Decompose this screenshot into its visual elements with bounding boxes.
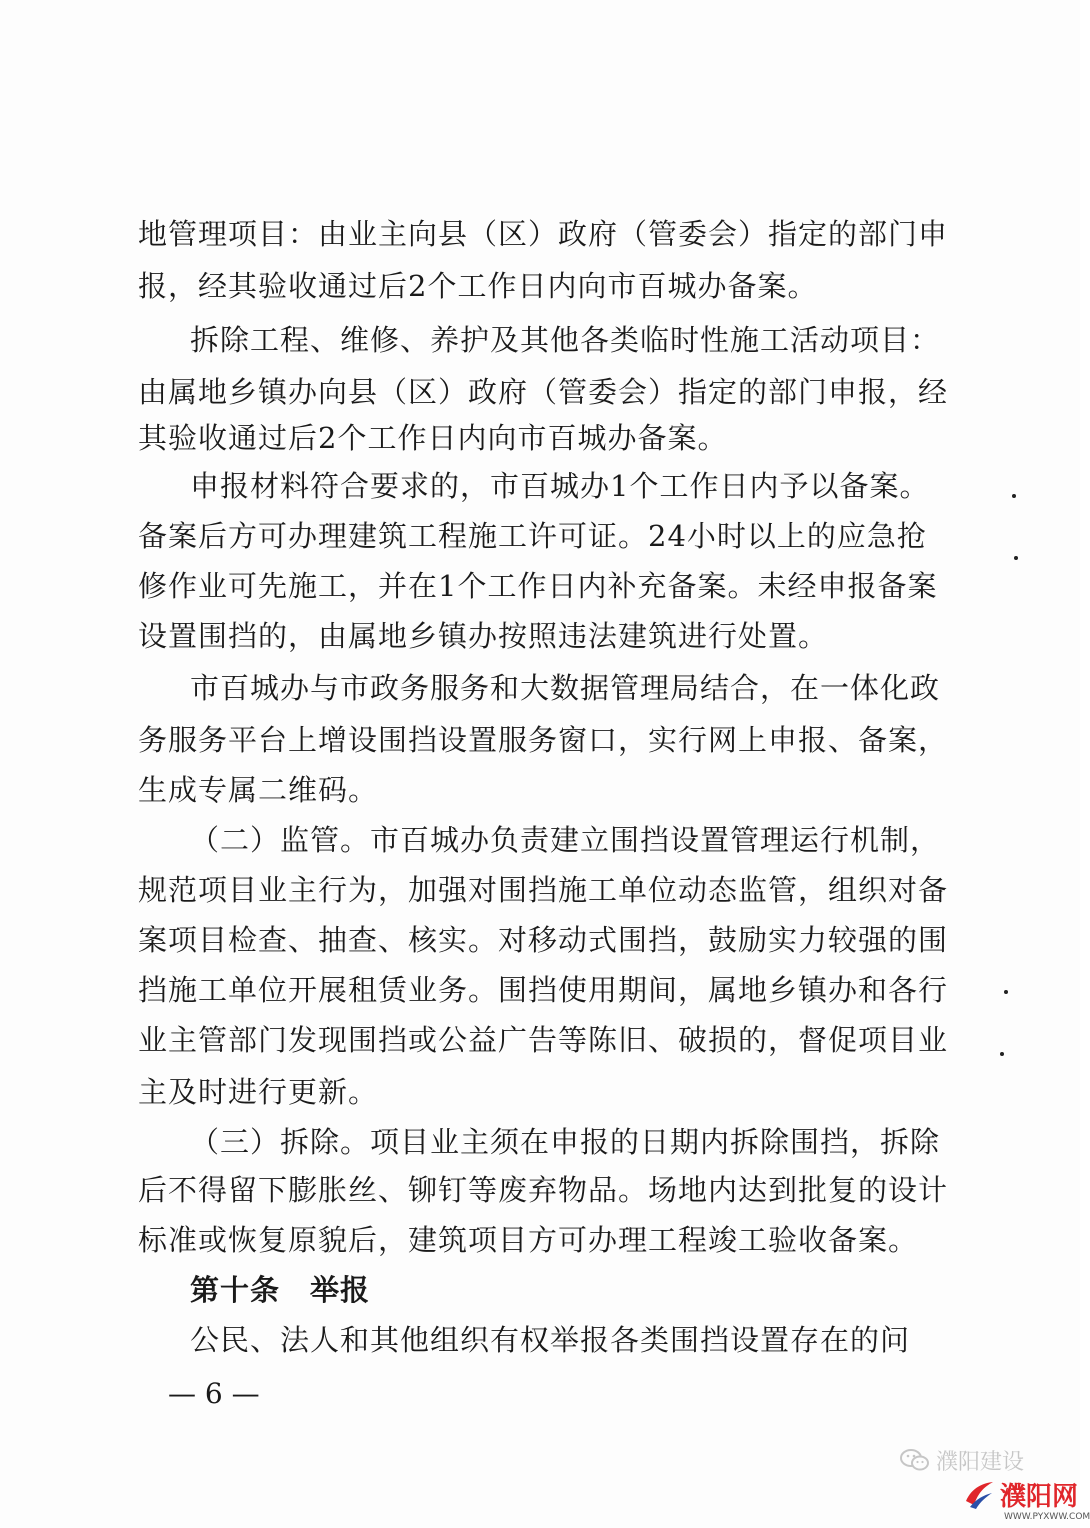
text-line: 市百城办与市政务服务和大数据管理局结合，在一体化政: [190, 671, 941, 705]
text-line: 地管理项目：由业主向县（区）政府（管委会）指定的部门申: [138, 217, 949, 251]
text-line: 挡施工单位开展租赁业务。围挡使用期间，属地乡镇办和各行: [138, 973, 949, 1007]
text-line: 后不得留下膨胀丝、铆钉等废弃物品。场地内达到批复的设计: [138, 1173, 949, 1207]
text-line: 业主管部门发现围挡或公益广告等陈旧、破损的，督促项目业: [138, 1023, 949, 1057]
margin-mark: [1012, 494, 1016, 498]
margin-mark: [1014, 556, 1018, 560]
text-line: 其验收通过后2个工作日内向市百城办备案。: [138, 421, 728, 455]
text-line: 申报材料符合要求的，市百城办1个工作日内予以备案。: [190, 469, 930, 503]
text-line: 由属地乡镇办向县（区）政府（管委会）指定的部门申报，经: [138, 375, 949, 409]
text-line: 报，经其验收通过后2个工作日内向市百城办备案。: [138, 269, 818, 303]
margin-mark: [1000, 1052, 1004, 1056]
swoosh-logo-icon: [962, 1477, 996, 1511]
text-line: （二）监管。市百城办负责建立围挡设置管理运行机制，: [190, 823, 941, 857]
article-heading: 第十条 举报: [190, 1273, 371, 1307]
wechat-icon: [900, 1448, 930, 1472]
text-line: 主及时进行更新。: [138, 1075, 379, 1109]
text-line: （三）拆除。项目业主须在申报的日期内拆除围挡，拆除: [190, 1125, 941, 1159]
text-line: 设置围挡的，由属地乡镇办按照违法建筑进行处置。: [138, 619, 829, 653]
site-logo-text: 濮阳网: [1000, 1481, 1079, 1512]
margin-mark: [1004, 990, 1008, 994]
text-line: 标准或恢复原貌后，建筑项目方可办理工程竣工验收备案。: [138, 1223, 919, 1257]
account-name: 濮阳建设: [936, 1449, 1025, 1475]
text-line: 拆除工程、维修、养护及其他各类临时性施工活动项目：: [190, 323, 941, 357]
text-line: 规范项目业主行为，加强对围挡施工单位动态监管，组织对备: [138, 873, 949, 907]
text-line: 修作业可先施工，并在1个工作日内补充备案。未经申报备案: [138, 569, 938, 603]
text-line: 公民、法人和其他组织有权举报各类围挡设置存在的问: [190, 1323, 911, 1357]
text-line: 生成专属二维码。: [138, 773, 379, 807]
page-number: — 6 —: [168, 1377, 260, 1410]
text-line: 务服务平台上增设围挡设置服务窗口，实行网上申报、备案，: [138, 723, 949, 757]
site-logo: [962, 1472, 1078, 1516]
site-url: WWW.PYXWW.COM: [1004, 1512, 1090, 1522]
text-line: 案项目检查、抽查、核实。对移动式围挡，鼓励实力较强的围: [138, 923, 949, 957]
text-line: 备案后方可办理建筑工程施工许可证。24小时以上的应急抢: [138, 519, 927, 553]
